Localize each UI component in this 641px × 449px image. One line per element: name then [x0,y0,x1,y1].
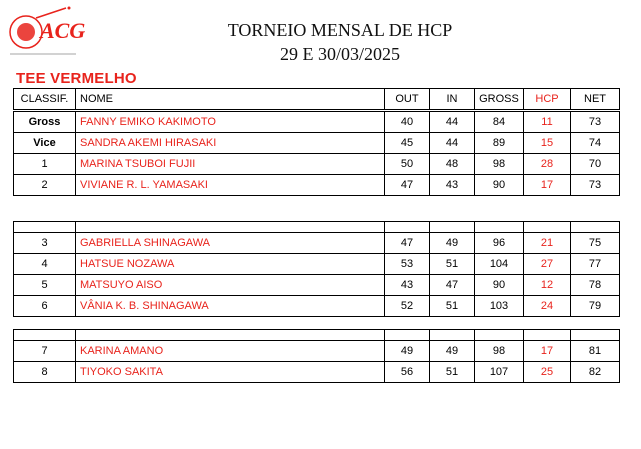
cell-out: 45 [385,133,430,154]
cell-hcp: 24 [524,296,571,317]
cell-classif: 8 [14,362,76,383]
cell-out: 56 [385,362,430,383]
cell-nome: MARINA TSUBOI FUJII [76,154,385,175]
cell-in: 51 [430,254,475,275]
cell-out: 40 [385,112,430,133]
results-header-table [13,88,620,110]
cell-out: 47 [385,233,430,254]
table-row [14,112,620,133]
header-in: IN [430,89,475,110]
cell-gross: 104 [475,254,524,275]
header-net: NET [571,89,620,110]
cell-classif: 1 [14,154,76,175]
cell-nome: SANDRA AKEMI HIRASAKI [76,133,385,154]
table-row [14,341,620,362]
cell-nome: MATSUYO AISO [76,275,385,296]
cell-hcp: 12 [524,275,571,296]
table-row [14,175,620,196]
cell-in: 48 [430,154,475,175]
cell-in: 49 [430,233,475,254]
cell-in: 49 [430,341,475,362]
header-row [14,89,620,110]
cell-nome: HATSUE NOZAWA [76,254,385,275]
header-gross: GROSS [475,89,524,110]
cell-classif: Gross [14,112,76,133]
cell-out: 50 [385,154,430,175]
cell-net: 73 [571,175,620,196]
page-title: TORNEIO MENSAL DE HCP [227,20,453,40]
table-row [14,362,620,383]
cell-classif: 5 [14,275,76,296]
cell-in: 44 [430,133,475,154]
cell-out: 52 [385,296,430,317]
cell-out: 43 [385,275,430,296]
cell-gross: 90 [475,175,524,196]
cell-gross: 89 [475,133,524,154]
logo-lettering: ACG [40,18,86,43]
cell-nome: KARINA AMANO [76,341,385,362]
cell-classif: 7 [14,341,76,362]
cell-hcp: 28 [524,154,571,175]
cell-net: 78 [571,275,620,296]
cell-hcp: 25 [524,362,571,383]
cell-hcp: 11 [524,112,571,133]
cell-net: 73 [571,112,620,133]
cell-gross: 103 [475,296,524,317]
cell-net: 81 [571,341,620,362]
cell-nome: GABRIELLA SHINAGAWA [76,233,385,254]
cell-classif: 3 [14,233,76,254]
cell-net: 70 [571,154,620,175]
cell-in: 47 [430,275,475,296]
table-row [14,254,620,275]
cell-hcp: 17 [524,341,571,362]
results-group-c [13,329,620,383]
cell-classif: 6 [14,296,76,317]
table-row [14,133,620,154]
cell-net: 77 [571,254,620,275]
header-nome: NOME [76,89,385,110]
tee-label: TEE VERMELHO [16,70,137,87]
cell-net: 75 [571,233,620,254]
cell-in: 51 [430,296,475,317]
cell-gross: 98 [475,154,524,175]
cell-out: 53 [385,254,430,275]
cell-gross: 90 [475,275,524,296]
table-row [14,233,620,254]
cell-hcp: 21 [524,233,571,254]
header-out: OUT [385,89,430,110]
results-group-a [13,111,620,196]
cell-gross: 107 [475,362,524,383]
table-row [14,275,620,296]
cell-hcp: 17 [524,175,571,196]
cell-classif: 2 [14,175,76,196]
results-group-b [13,221,620,317]
cell-classif: Vice [14,133,76,154]
cell-nome: TIYOKO SAKITA [76,362,385,383]
cell-net: 82 [571,362,620,383]
table-row [14,154,620,175]
cell-gross: 96 [475,233,524,254]
header-hcp: HCP [524,89,571,110]
cell-net: 79 [571,296,620,317]
cell-in: 44 [430,112,475,133]
cell-gross: 98 [475,341,524,362]
cell-classif: 4 [14,254,76,275]
cell-gross: 84 [475,112,524,133]
table-row [14,296,620,317]
cell-hcp: 27 [524,254,571,275]
cell-out: 49 [385,341,430,362]
cell-nome: VIVIANE R. L. YAMASAKI [76,175,385,196]
cell-out: 47 [385,175,430,196]
page-subtitle-date: 29 E 30/03/2025 [280,44,400,64]
cell-in: 43 [430,175,475,196]
cell-nome: VÂNIA K. B. SHINAGAWA [76,296,385,317]
cell-in: 51 [430,362,475,383]
cell-nome: FANNY EMIKO KAKIMOTO [76,112,385,133]
cell-net: 74 [571,133,620,154]
cell-hcp: 15 [524,133,571,154]
header-classif: CLASSIF. [14,89,76,110]
